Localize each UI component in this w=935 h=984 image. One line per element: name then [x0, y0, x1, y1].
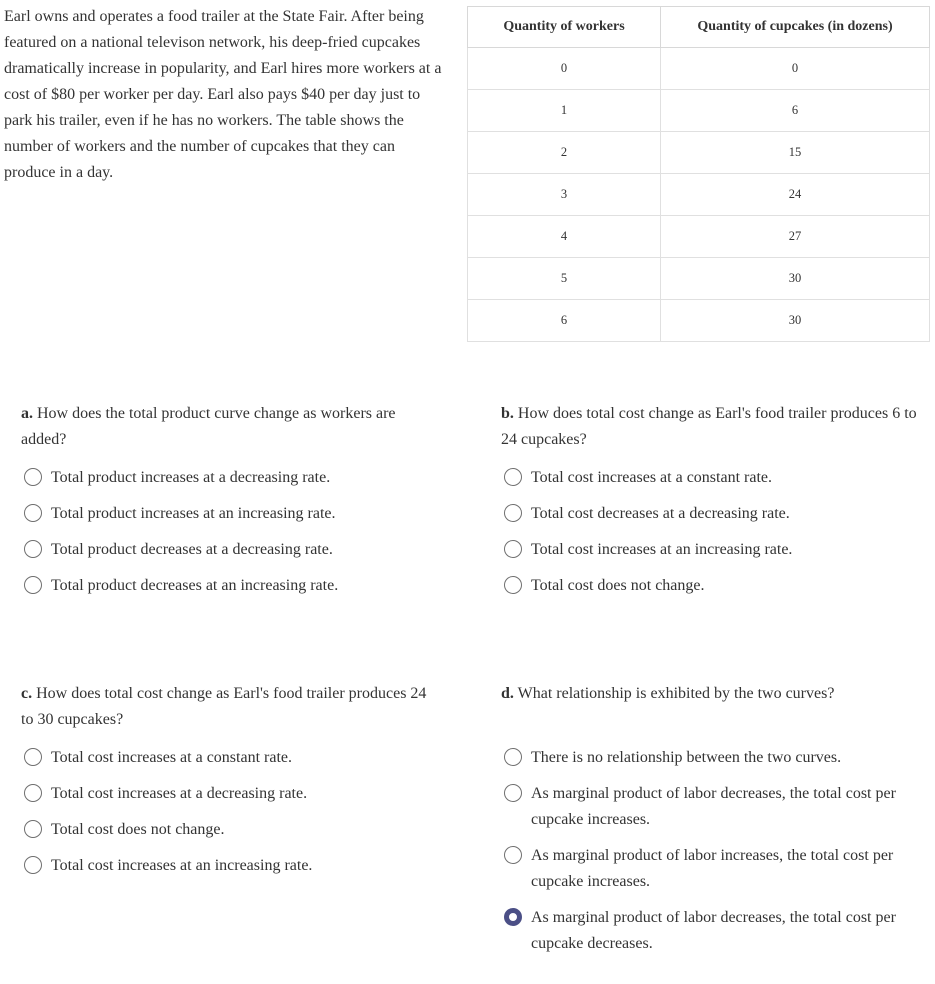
- question-d-text: What relationship is exhibited by the two curves?: [513, 685, 835, 702]
- cell-workers: 3: [468, 174, 661, 216]
- question-b-text: How does total cost change as Earl's food trailer produces 6 to 24 cupcakes?: [501, 405, 917, 448]
- cell-workers: 1: [468, 90, 661, 132]
- cell-workers: 0: [468, 48, 661, 90]
- option-label: Total product decreases at a decreasing rate.: [51, 541, 333, 558]
- cell-cupcakes: 0: [661, 48, 930, 90]
- question-b: [501, 401, 921, 609]
- question-a-option-1[interactable]: [21, 465, 441, 491]
- question-d-letter: d.: [501, 685, 514, 702]
- cell-workers: 2: [468, 132, 661, 174]
- question-b-option-4[interactable]: [501, 573, 921, 599]
- cell-workers: 5: [468, 258, 661, 300]
- table-row: [468, 48, 930, 90]
- question-b-options: [501, 465, 921, 599]
- radio-button-icon[interactable]: [24, 468, 42, 486]
- option-label: As marginal product of labor decreases, the total cost per cupcake increases.: [531, 785, 896, 828]
- option-label: Total cost does not change.: [51, 821, 225, 838]
- option-label: Total product increases at a decreasing rate.: [51, 469, 331, 486]
- option-label: Total cost decreases at a decreasing rate.: [531, 505, 790, 522]
- header-quantity-of-workers: Quantity of workers: [468, 7, 661, 48]
- option-label: As marginal product of labor decreases, the total cost per cupcake decreases.: [531, 909, 896, 952]
- table-header-row: [468, 7, 930, 48]
- cell-cupcakes: 27: [661, 216, 930, 258]
- question-a-options: [21, 465, 441, 599]
- question-c-option-2[interactable]: [21, 781, 441, 807]
- radio-button-icon[interactable]: [504, 540, 522, 558]
- question-b-option-1[interactable]: [501, 465, 921, 491]
- question-c-option-3[interactable]: [21, 817, 441, 843]
- option-label: Total cost does not change.: [531, 577, 705, 594]
- radio-button-icon[interactable]: [24, 576, 42, 594]
- option-label: There is no relationship between the two curves.: [531, 749, 842, 766]
- question-d-option-4[interactable]: [501, 905, 921, 957]
- option-label: As marginal product of labor increases, the total cost per cupcake increases.: [531, 847, 894, 890]
- question-a-option-3[interactable]: [21, 537, 441, 563]
- radio-button-icon[interactable]: [504, 576, 522, 594]
- option-label: Total product increases at an increasing rate.: [51, 505, 336, 522]
- radio-button-icon[interactable]: [504, 784, 522, 802]
- table-row: [468, 216, 930, 258]
- question-c-options: [21, 745, 441, 879]
- radio-button-icon[interactable]: [24, 820, 42, 838]
- radio-button-icon[interactable]: [24, 856, 42, 874]
- radio-button-icon[interactable]: [504, 846, 522, 864]
- option-label: Total product decreases at an increasing rate.: [51, 577, 339, 594]
- question-a-text: How does the total product curve change as workers are added?: [21, 405, 396, 448]
- question-b-prompt: [501, 401, 921, 453]
- cell-workers: 6: [468, 300, 661, 342]
- radio-button-icon[interactable]: [504, 468, 522, 486]
- question-b-option-3[interactable]: [501, 537, 921, 563]
- option-label: Total cost increases at a decreasing rate.: [51, 785, 308, 802]
- table-row: [468, 258, 930, 300]
- radio-button-icon[interactable]: [24, 504, 42, 522]
- radio-button-icon[interactable]: [24, 784, 42, 802]
- cell-cupcakes: 24: [661, 174, 930, 216]
- question-b-option-2[interactable]: [501, 501, 921, 527]
- table-row: [468, 90, 930, 132]
- option-label: Total cost increases at a constant rate.: [51, 749, 292, 766]
- question-c-letter: c.: [21, 685, 33, 702]
- radio-button-selected-icon[interactable]: [504, 908, 522, 926]
- question-d-option-3[interactable]: [501, 843, 921, 895]
- question-c-text: How does total cost change as Earl's food trailer produces 24 to 30 cupcakes?: [21, 685, 427, 728]
- question-d: [501, 681, 921, 967]
- workers-cupcakes-table: [467, 6, 930, 342]
- question-d-prompt: [501, 681, 921, 707]
- radio-button-icon[interactable]: [24, 748, 42, 766]
- question-c-option-4[interactable]: [21, 853, 441, 879]
- question-c-option-1[interactable]: [21, 745, 441, 771]
- question-d-option-1[interactable]: [501, 745, 921, 771]
- question-a: [21, 401, 441, 609]
- option-label: Total cost increases at an increasing rate.: [51, 857, 313, 874]
- table-row: [468, 174, 930, 216]
- cell-cupcakes: 6: [661, 90, 930, 132]
- question-a-prompt: [21, 401, 441, 453]
- cell-workers: 4: [468, 216, 661, 258]
- question-a-letter: a.: [21, 405, 33, 422]
- radio-button-icon[interactable]: [504, 748, 522, 766]
- question-b-letter: b.: [501, 405, 514, 422]
- header-quantity-of-cupcakes: Quantity of cupcakes (in dozens): [661, 7, 930, 48]
- question-d-options: [501, 745, 921, 957]
- option-label: Total cost increases at a constant rate.: [531, 469, 772, 486]
- cell-cupcakes: 30: [661, 300, 930, 342]
- question-a-option-4[interactable]: [21, 573, 441, 599]
- question-d-option-2[interactable]: [501, 781, 921, 833]
- cell-cupcakes: 15: [661, 132, 930, 174]
- option-label: Total cost increases at an increasing rate.: [531, 541, 793, 558]
- question-c-prompt: [21, 681, 441, 733]
- question-c: [21, 681, 441, 889]
- table-row: [468, 300, 930, 342]
- question-a-option-2[interactable]: [21, 501, 441, 527]
- table-row: [468, 132, 930, 174]
- radio-button-icon[interactable]: [24, 540, 42, 558]
- radio-button-icon[interactable]: [504, 504, 522, 522]
- intro-text: Earl owns and operates a food trailer at the State Fair. After being featured on a national televison network, his deep-fried cupcakes dramatically increase in popularity, and Earl hires more workers at a cost of $80 per worker per day. Earl also pays $40 per day just to park his trailer, even if he has no workers. The table shows the number of workers and the number of cupcakes that they can produce in a day.: [4, 8, 442, 181]
- cell-cupcakes: 30: [661, 258, 930, 300]
